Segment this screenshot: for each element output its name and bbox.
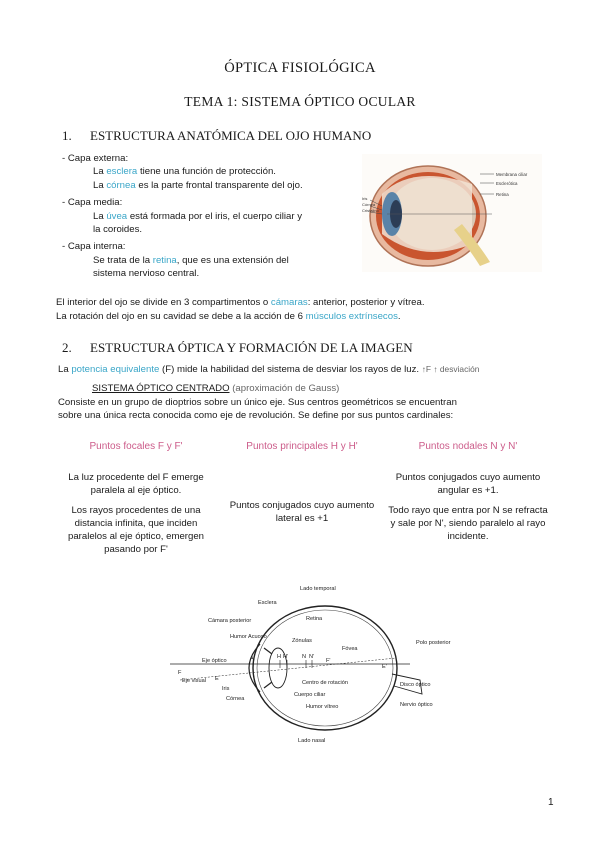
point-F: F	[178, 670, 182, 676]
label-nervio-optico: Nervio óptico	[400, 702, 433, 708]
page-subtitle: TEMA 1: SISTEMA ÓPTICO OCULAR	[184, 94, 416, 109]
label-cuerpo-ciliar: Cuerpo ciliar	[294, 692, 326, 698]
label-iris: Iris	[222, 686, 230, 692]
term-cornea: córnea	[106, 179, 136, 191]
capa-externa-line2: La córnea es la parte frontal transparente del ojo.	[93, 179, 303, 191]
term-esclera: esclera	[106, 166, 138, 178]
section-2-desc-1: Consiste en un grupo de dioptrios sobre un único eje. Sus centros geométricos se encuentran	[58, 397, 457, 408]
label-eje-optico: Eje óptico	[202, 658, 227, 664]
photo-label-cristalino: Cristalino	[362, 208, 379, 213]
column-nodal-points	[388, 440, 548, 549]
label-esclera: Esclera	[258, 600, 277, 606]
eye-cross-section-svg	[362, 154, 542, 272]
column-principal-points	[222, 440, 382, 532]
point-H: H	[277, 654, 282, 660]
point-E-prime: E'	[382, 664, 387, 670]
column-focal-points	[56, 440, 216, 562]
term-camaras: cámaras	[270, 297, 308, 308]
label-fovea: Fóvea	[342, 646, 358, 652]
column-focal-p1: La luz procedente del F emerge paralela al eje óptico.	[68, 472, 204, 497]
column-nodal-p2: Todo rayo que entra por N se refracta y sale por N', siendo paralelo al rayo incidente.	[388, 504, 548, 543]
label-camara-posterior: Cámara posterior	[208, 618, 252, 624]
eye-schematic-svg	[160, 582, 460, 752]
section-1-para-2: La rotación del ojo en su cavidad se debe a la acción de 6 músculos extrínsecos.	[56, 311, 401, 322]
centered-system-label: SISTEMA ÓPTICO CENTRADO (aproximación de Gauss)	[92, 383, 340, 394]
capa-media-line1: La úvea está formada por el iris, el cuerpo ciliar y	[93, 210, 303, 222]
capa-interna-line1: Se trata de la retina, que es una extensión del	[93, 254, 289, 266]
section-2-title: ESTRUCTURA ÓPTICA Y FORMACIÓN DE LA IMAGEN	[90, 340, 413, 355]
photo-label-esclerotica: Esclerótica	[496, 181, 518, 186]
photo-label-retina: Retina	[496, 192, 509, 197]
section-2-intro: La potencia equivalente (F) mide la habilidad del sistema de desviar los rayos de luz. ↑F ↑ desviación	[58, 364, 480, 375]
point-A: A	[250, 656, 254, 662]
term-uvea: úvea	[106, 210, 128, 222]
point-H-prime: H'	[283, 654, 289, 660]
term-retina: retina	[152, 254, 177, 266]
label-centro-rotacion: Centro de rotación	[302, 680, 349, 686]
term-musculos: músculos extrínsecos	[305, 311, 398, 322]
section-1-heading	[62, 128, 371, 144]
point-N: N	[302, 654, 307, 660]
page-number: 1	[548, 797, 554, 808]
label-cornea: Córnea	[226, 696, 245, 702]
capa-media-line2: la coroides.	[93, 224, 143, 236]
eye-anatomy-illustration	[362, 154, 542, 272]
intro-note: ↑F ↑ desviación	[421, 364, 480, 374]
section-1-number: 1.	[62, 128, 72, 143]
section-1-para-1: El interior del ojo se divide en 3 compartimentos o cámaras: anterior, posterior y vítrea.	[56, 297, 425, 308]
point-E: E	[215, 676, 219, 682]
capas-list	[62, 152, 347, 281]
label-humor-acuoso: Humor Acuoso	[230, 634, 267, 640]
page-title: ÓPTICA FISIOLÓGICA	[224, 60, 376, 76]
section-1-title: ESTRUCTURA ANATÓMICA DEL OJO HUMANO	[90, 128, 372, 143]
label-eje-visual: Eje visual	[182, 678, 206, 684]
photo-label-iris: Iris	[362, 196, 368, 201]
label-lado-nasal: Lado nasal	[298, 738, 326, 744]
label-lado-temporal: Lado temporal	[300, 586, 336, 592]
label-disco-optico: Disco óptico	[400, 682, 431, 688]
term-potencia: potencia equivalente	[71, 364, 160, 375]
label-zonulas: Zónulas	[292, 638, 312, 644]
point-F-prime: F'	[326, 658, 331, 664]
section-2-desc-2: sobre una única recta conocida como eje de revolución. Se define por sus puntos cardinales:	[58, 410, 454, 421]
section-2-heading	[62, 340, 413, 356]
capa-externa-label: - Capa externa:	[62, 153, 129, 164]
column-nodal-p1: Puntos conjugados cuyo aumento angular es +1.	[395, 472, 541, 497]
column-principal-p1: Puntos conjugados cuyo aumento lateral es +1	[229, 500, 375, 525]
label-retina: Retina	[306, 616, 323, 622]
capa-externa-line1: La esclera tiene una función de protección.	[93, 166, 276, 178]
column-nodal-heading: Puntos nodales N y N'	[418, 441, 518, 452]
photo-label-cornea: Córnea	[362, 202, 376, 207]
label-polo-posterior: Polo posterior	[416, 640, 451, 646]
column-focal-heading: Puntos focales F y F'	[89, 441, 183, 452]
photo-label-membrana: Membrana ciliar	[496, 172, 528, 177]
capa-interna-line2: sistema nervioso central.	[93, 268, 200, 280]
capa-interna-label: - Capa interna:	[62, 241, 126, 253]
eye-schematic-diagram	[160, 582, 460, 752]
point-N-prime: N'	[309, 654, 315, 660]
capa-media-label: - Capa media:	[62, 197, 123, 209]
section-2-number: 2.	[62, 340, 72, 355]
column-principal-heading: Puntos principales H y H'	[246, 441, 358, 452]
label-humor-vitreo: Humor vítreo	[306, 704, 339, 710]
column-focal-p2: Los rayos procedentes de una distancia infinita, que inciden paralelos al eje óptico, emergen pasando por F'	[68, 504, 204, 556]
